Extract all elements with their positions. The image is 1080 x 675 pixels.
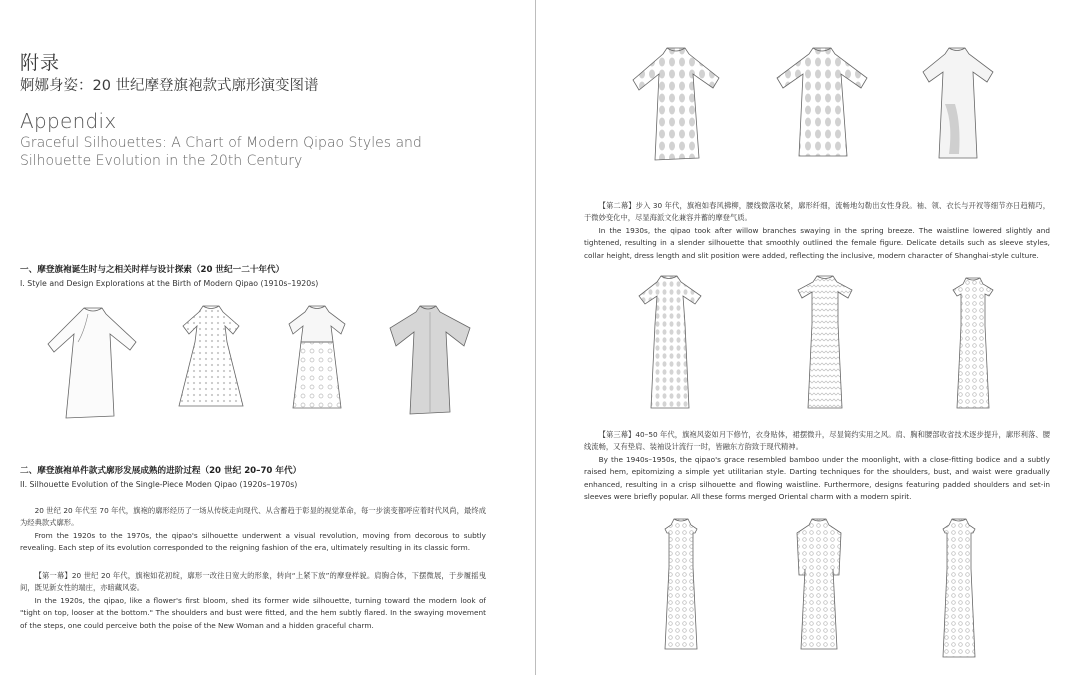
section1-heading-en: I. Style and Design Explorations at the Birth of Modern Qipao (1910s–1920s) [20, 279, 319, 288]
illustration-qipao-1930s-c [943, 272, 1003, 412]
left-page [0, 0, 535, 675]
illustration-qipao-1920s-b [773, 44, 873, 164]
right-page [537, 0, 1080, 675]
page-divider [535, 0, 536, 675]
illustration-qipao-1920s-a [627, 44, 727, 164]
act3-paragraph-zh: 【第三幕】40–50 年代，旗袍风姿如月下修竹，衣身贴体，裙摆微升，尽显简约实用之风。肩、胸和腰部收省技术逐步提升，廓形利落、腰线流畅，又有垫肩、装袖设计流行一时，皆融东方韵致于现代精神。 [584, 430, 1050, 452]
illustration-qipao-1940s-b [787, 515, 851, 661]
illustration-qipao-1930s-a [633, 272, 707, 412]
illustration-qipao-1940s-a [653, 515, 709, 661]
illustration-blouse-skirt [281, 302, 353, 422]
figure-row-1910s-1920s [44, 302, 476, 422]
figure-row-1940s-1950s [653, 515, 989, 661]
illustration-patterned-dress [173, 302, 249, 422]
act1-paragraph-en: In the 1920s, the qipao, like a flower's first bloom, shed its former wide silhouette, turning toward the modern look of "tight on top, looser at the bottom." The shoulders and bust were fitted, and the hem subtly flared. In the swaying movement of the steps, one could perceive both the poise of the New Woman and a hidden graceful charm. [20, 595, 486, 630]
appendix-title-zh: 附录 [20, 52, 61, 74]
section2-heading-zh: 二、摩登旗袍单件款式廓形发展成熟的进阶过程（20 世纪 20–70 年代） [20, 466, 302, 476]
intro-paragraph-zh: 20 世纪 20 年代至 70 年代，旗袍的廓形经历了一场从传统走向现代、从含蓄趋于彰显的视觉革命，每一步演变都呼应着时代风尚，最终成为经典款式廓形。 [20, 506, 486, 528]
act3-paragraph-en: By the 1940s–1950s, the qipao's grace resembled bamboo under the moonlight, with a close-fitting bodice and a subtly raised hem, epitomizing a simple yet utilitarian style. Darting techniques for the shoulders, bust, and waist were gradually enhanced, resulting in a crisp silhouette and flowing waistline. Furthermore, designs featuring padded shoulders and set-in sleeves were briefly popular. All these forms merged Oriental charm with a modern spirit. [584, 454, 1050, 502]
section2-intro [20, 505, 486, 555]
illustration-qipao-1930s-b [792, 272, 858, 412]
act1-paragraph-zh: 【第一幕】20 世纪 20 年代，旗袍如花初绽，廓形一改往日宽大的形象，转向“上紧下放”的摩登样貌。肩胸合体，下摆微展，于步履摇曳间，既见新女性的端庄，亦暗藏风姿。 [20, 571, 486, 593]
illustration-qipao-1950s-c [929, 515, 989, 661]
appendix-title-en: Appendix [20, 109, 117, 133]
illustration-wide-robe [44, 302, 142, 422]
act2-text [584, 200, 1050, 262]
appendix-subtitle-zh: 婀娜身姿：20 世纪摩登旗袍款式廓形演变图谱 [20, 78, 319, 94]
section2-heading-en: II. Silhouette Evolution of the Single-Piece Moden Qipao (1920s–1970s) [20, 480, 298, 489]
intro-paragraph-en: From the 1920s to the 1970s, the qipao's silhouette underwent a visual revolution, moving from decorous to subtly revealing. Each step of its evolution corresponded to the reigning fashion of the era, ultimately resulting in its classic form. [20, 530, 486, 553]
act1-text [20, 570, 486, 632]
section1-heading-zh: 一、摩登旗袍诞生时与之相关时样与设计探索（20 世纪一二十年代） [20, 265, 285, 275]
figure-row-1920s [627, 44, 999, 164]
illustration-grey-robe [384, 302, 476, 422]
appendix-subtitle-en: Graceful Silhouettes: A Chart of Modern Qipao Styles and Silhouette Evolution in the 20th Century [20, 135, 422, 169]
act3-text [584, 429, 1050, 503]
act2-paragraph-zh: 【第二幕】步入 30 年代，旗袍如春风拂柳，腰线微落收紧，廓形纤细，流畅地勾勒出女性身段。袖、领、衣长与开衩等细节亦日趋精巧，于微妙变化中，尽显海派文化兼容并蓄的摩登气质。 [584, 201, 1050, 223]
act2-paragraph-en: In the 1930s, the qipao took after willow branches swaying in the spring breeze. The waistline lowered slightly and tightened, resulting in a slender silhouette that smoothly outlined the female figure. Delicate details such as sleeve styles, collar height, dress length and slit position were added, reflecting the inclusive, modern character of Shanghai-style culture. [584, 225, 1050, 260]
figure-row-1930s [633, 272, 1003, 412]
illustration-qipao-1920s-c [919, 44, 999, 164]
